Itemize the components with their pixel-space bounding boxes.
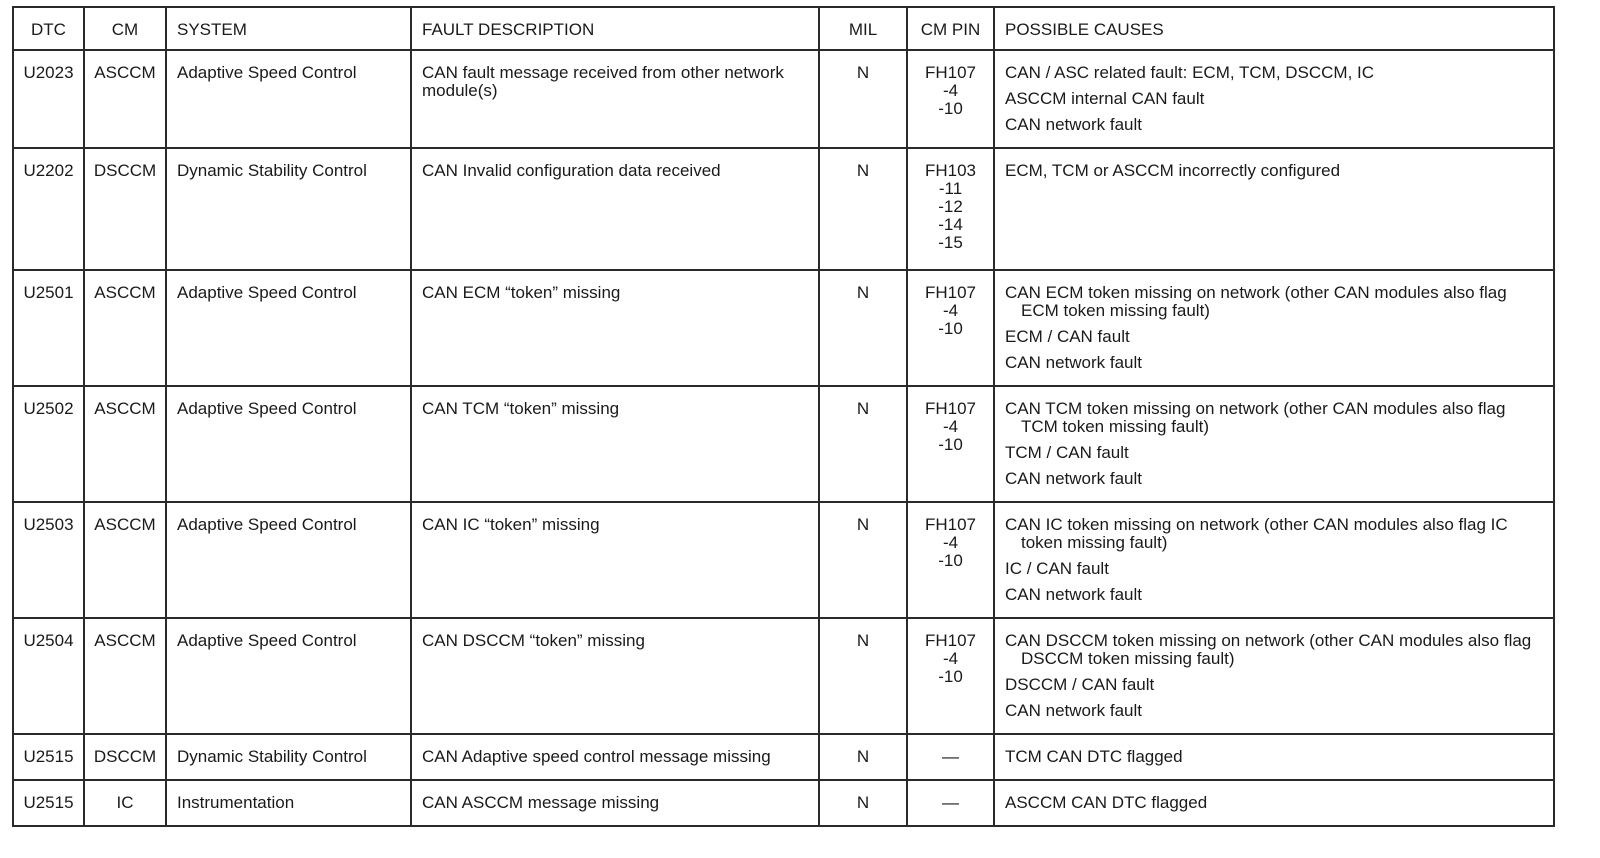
cell-cm: ASCCM xyxy=(84,50,166,148)
header-possible-causes: POSSIBLE CAUSES xyxy=(994,7,1554,50)
pin-value: FH107 xyxy=(924,515,977,534)
cell-fault-description: CAN Invalid configuration data received xyxy=(411,148,819,270)
table-row xyxy=(13,502,1554,618)
dtc-document xyxy=(12,6,1555,827)
cause-item: CAN DSCCM token missing on network (other CAN modules also flag DSCCM token missing fault) xyxy=(1005,631,1532,668)
cell-cm-pin xyxy=(907,780,994,826)
cell-dtc: U2515 xyxy=(13,734,84,780)
cell-mil: N xyxy=(819,502,907,618)
cause-item: CAN IC token missing on network (other CAN modules also flag IC token missing fault) xyxy=(1005,515,1508,552)
cause-item: CAN TCM token missing on network (other CAN modules also flag TCM token missing fault) xyxy=(1005,399,1506,436)
cause-item: ECM, TCM or ASCCM incorrectly configured xyxy=(1005,161,1341,180)
cell-mil: N xyxy=(819,270,907,386)
cell-possible-causes xyxy=(994,386,1554,502)
cell-cm-pin xyxy=(907,270,994,386)
header-system: SYSTEM xyxy=(166,7,411,50)
table-row xyxy=(13,148,1554,270)
pin-value: -14 xyxy=(938,215,963,234)
cell-fault-description: CAN ECM “token” missing xyxy=(411,270,819,386)
pin-value: -4 xyxy=(942,533,959,552)
cell-possible-causes xyxy=(994,270,1554,386)
cell-possible-causes xyxy=(994,734,1554,780)
cell-cm: IC xyxy=(84,780,166,826)
cell-dtc: U2502 xyxy=(13,386,84,502)
pin-value: FH103 xyxy=(924,161,977,180)
cell-dtc: U2501 xyxy=(13,270,84,386)
cell-system: Instrumentation xyxy=(166,780,411,826)
cell-fault-description: CAN fault message received from other network module(s) xyxy=(411,50,819,148)
pin-value: — xyxy=(942,747,959,766)
cell-cm: ASCCM xyxy=(84,270,166,386)
header-cm-pin: CM PIN xyxy=(907,7,994,50)
cell-system: Dynamic Stability Control xyxy=(166,148,411,270)
cell-cm: ASCCM xyxy=(84,386,166,502)
header-dtc: DTC xyxy=(13,7,84,50)
cause-item: ASCCM internal CAN fault xyxy=(1005,89,1205,108)
cause-item: CAN network fault xyxy=(1005,469,1142,488)
cell-dtc: U2503 xyxy=(13,502,84,618)
cell-dtc: U2023 xyxy=(13,50,84,148)
cell-mil: N xyxy=(819,386,907,502)
cell-cm: DSCCM xyxy=(84,734,166,780)
cell-cm: DSCCM xyxy=(84,148,166,270)
cell-possible-causes xyxy=(994,502,1554,618)
table-row xyxy=(13,50,1554,148)
cell-cm: ASCCM xyxy=(84,502,166,618)
cause-item: TCM / CAN fault xyxy=(1005,443,1129,462)
cause-item: TCM CAN DTC flagged xyxy=(1005,747,1183,766)
cell-possible-causes xyxy=(994,618,1554,734)
cell-dtc: U2504 xyxy=(13,618,84,734)
pin-value: -4 xyxy=(942,301,959,320)
cell-mil: N xyxy=(819,618,907,734)
cause-item: CAN network fault xyxy=(1005,701,1142,720)
pin-value: -10 xyxy=(938,99,963,118)
cell-fault-description: CAN IC “token” missing xyxy=(411,502,819,618)
table-row xyxy=(13,780,1554,826)
pin-value: FH107 xyxy=(924,283,977,302)
pin-value: — xyxy=(942,793,959,812)
cell-system: Adaptive Speed Control xyxy=(166,386,411,502)
cell-mil: N xyxy=(819,780,907,826)
cell-fault-description: CAN DSCCM “token” missing xyxy=(411,618,819,734)
cell-system: Adaptive Speed Control xyxy=(166,502,411,618)
cell-cm-pin xyxy=(907,386,994,502)
cell-mil: N xyxy=(819,734,907,780)
pin-value: -10 xyxy=(938,551,963,570)
pin-value: FH107 xyxy=(924,63,977,82)
cell-system: Adaptive Speed Control xyxy=(166,270,411,386)
cell-mil: N xyxy=(819,50,907,148)
cell-dtc: U2515 xyxy=(13,780,84,826)
cause-item: CAN network fault xyxy=(1005,353,1142,372)
cell-cm-pin xyxy=(907,50,994,148)
cell-cm-pin xyxy=(907,148,994,270)
cause-item: CAN ECM token missing on network (other CAN modules also flag ECM token missing fault) xyxy=(1005,283,1507,320)
pin-value: -11 xyxy=(938,179,963,198)
cell-possible-causes xyxy=(994,148,1554,270)
header-cm: CM xyxy=(84,7,166,50)
cell-system: Adaptive Speed Control xyxy=(166,50,411,148)
pin-value: -4 xyxy=(942,649,959,668)
cell-system: Adaptive Speed Control xyxy=(166,618,411,734)
header-mil: MIL xyxy=(819,7,907,50)
table-row xyxy=(13,270,1554,386)
pin-value: -10 xyxy=(938,435,963,454)
cell-cm-pin xyxy=(907,502,994,618)
pin-value: -10 xyxy=(938,667,963,686)
table-row xyxy=(13,386,1554,502)
pin-value: -4 xyxy=(942,417,959,436)
cause-item: CAN network fault xyxy=(1005,115,1142,134)
table-row xyxy=(13,618,1554,734)
cell-cm-pin xyxy=(907,618,994,734)
cause-item: CAN network fault xyxy=(1005,585,1142,604)
table-row xyxy=(13,734,1554,780)
cell-mil: N xyxy=(819,148,907,270)
header-fault-description: FAULT DESCRIPTION xyxy=(411,7,819,50)
pin-value: -10 xyxy=(938,319,963,338)
pin-value: FH107 xyxy=(924,399,977,418)
cell-fault-description: CAN Adaptive speed control message missing xyxy=(411,734,819,780)
pin-value: -4 xyxy=(942,81,959,100)
cell-possible-causes xyxy=(994,50,1554,148)
pin-value: -12 xyxy=(938,197,963,216)
pin-value: FH107 xyxy=(924,631,977,650)
cell-fault-description: CAN TCM “token” missing xyxy=(411,386,819,502)
cell-fault-description: CAN ASCCM message missing xyxy=(411,780,819,826)
cause-item: DSCCM / CAN fault xyxy=(1005,675,1155,694)
dtc-table xyxy=(12,6,1555,827)
table-body xyxy=(13,50,1554,826)
cell-cm: ASCCM xyxy=(84,618,166,734)
cell-dtc: U2202 xyxy=(13,148,84,270)
cause-item: CAN / ASC related fault: ECM, TCM, DSCCM, IC xyxy=(1005,63,1375,82)
pin-value: -15 xyxy=(938,233,963,252)
cause-item: IC / CAN fault xyxy=(1005,559,1109,578)
header-row xyxy=(13,7,1554,50)
cell-system: Dynamic Stability Control xyxy=(166,734,411,780)
cause-item: ECM / CAN fault xyxy=(1005,327,1130,346)
cell-cm-pin xyxy=(907,734,994,780)
cause-item: ASCCM CAN DTC flagged xyxy=(1005,793,1208,812)
cell-possible-causes xyxy=(994,780,1554,826)
